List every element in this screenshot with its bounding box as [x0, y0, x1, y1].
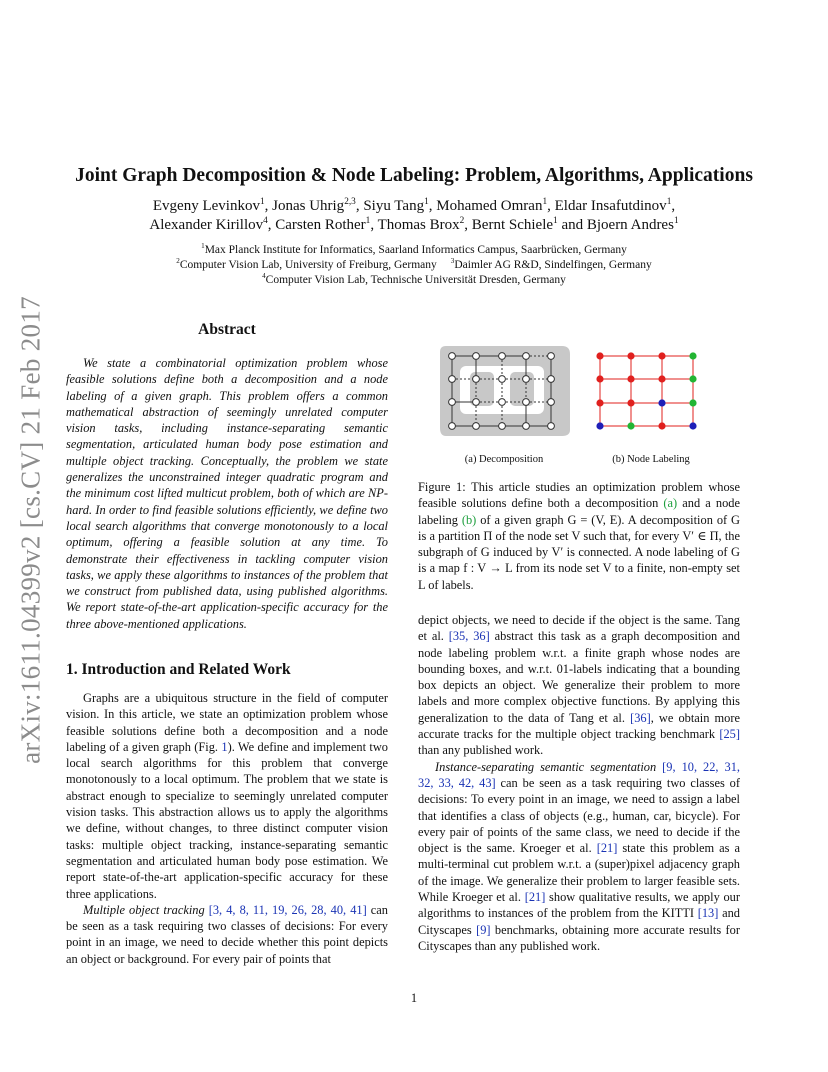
citation-link[interactable]: [25] — [719, 727, 740, 742]
figure-label-b: (b) Node Labeling — [612, 454, 690, 465]
graph-node — [523, 376, 530, 383]
author-name: Evgeny Levinkov — [152, 198, 260, 214]
decomposition-graph — [436, 336, 576, 440]
author-affiliation-mark: 1 — [259, 197, 265, 207]
abstract-text: We state a combinatorial optimization problem whose feasible solutions define both a decomposition and a node labeling of a given graph. This problem offers a common mathematical abstraction of seemingly unrelated computer vision tasks, including instance-separating semantic segmentation, articulated human body pose estimation and multiple object tracking. Conceptually, the problem we state generalizes the unconstrained integer quadratic program and the minimum cost lifted multicut problem, both of which are NP-hard. In order to find feasible solutions efficiently, we define two local search algorithms that converge monotonously to a local optimum, offering a feasible solution at any time. To demonstrate their effectiveness in tackling computer vision tasks, we apply these algorithms to instances of the problem that we construct from published data, using published algorithms. We report state-of-the-art application-specific accuracy for the three above-mentioned applications. — [66, 356, 388, 631]
author-affiliation-mark: 1 — [542, 197, 548, 207]
graph-node — [473, 376, 480, 383]
author-affiliation-mark: 1 — [424, 197, 429, 207]
intro-paragraph-1: Graphs are a ubiquitous structure in the field of computer vision. In this article, we state an optimization problem whose feasible solutions define both a decomposition and a node labeling of a given graph (Fig. 1). We define and implement two local search algorithms for this problem that converge monotonously to a local optimum. The problem that we state is abstract enough to specialize to seemingly unrelated computer vision tasks. This abstraction allows us to apply the algorithms we define, without changes, to three distinct computer vision tasks: multiple object tracking, instance-separating semantic segmentation and articulated human body pose estimation. We report state-of-the-art application-specific accuracy for these three applications. — [66, 691, 388, 901]
labeled-node — [658, 352, 665, 359]
citation-link[interactable]: [3, 4, 8, 11, 19, 26, 28, 40, 41] — [208, 902, 367, 917]
citation-link[interactable]: [9, 10, 22, 31, 32, 33, 42, 43] — [418, 759, 740, 790]
author-affiliation-mark: 1 — [666, 197, 672, 207]
graph-node — [523, 353, 530, 360]
graph-node — [449, 399, 456, 406]
labeled-node — [689, 422, 696, 429]
affiliations — [60, 243, 768, 288]
author-name: Alexander Kirillov — [149, 217, 264, 233]
subfigure-link-a[interactable]: (a) — [663, 496, 678, 511]
author-name: Jonas Uhrig — [272, 198, 345, 214]
author-affiliation-mark: 4 — [263, 216, 268, 226]
intro-paragraph-2: Multiple object tracking [3, 4, 8, 11, 19, 26, 28, 40, 41] can be seen as a task requiring two classes of decisions: For every point in an image, we need to decide whether this point depicts an object or background. For every pair of points that — [66, 902, 388, 966]
graph-node — [499, 353, 506, 360]
affiliation-4: $^4$Computer Vision Lab, Technische Universität Dresden, Germany — [262, 272, 566, 286]
graph-node — [523, 423, 530, 430]
subfigure-link-b[interactable]: (b) — [461, 512, 477, 527]
citation-link[interactable]: [9] — [476, 922, 491, 937]
section-heading: 1. Introduction and Related Work — [66, 661, 291, 678]
intro-right-column — [418, 612, 740, 954]
right-paragraph-2: Instance-separating semantic segmentation [9, 10, 22, 31, 32, 33, 42, 43] can be seen as a task requiring two classes of decisions: To every point in an image, we need to assign a label that identifies a class of objects (e.g., human, car, bicycle). For every pair of points of the same class, we need to decide if the object is the same. Kroeger et al. [21] state this problem as a multi-terminal cut problem w.r.t. a (super)pixel adjacency graph of the image. We generalize their problem to larger feasible sets. While Kroeger et al. [21] show qualitative results, we apply our algorithms to instances of the problem from the KITTI [13] and Cityscapes [9] benchmarks, obtaining more accurate results for Cityscapes than any published work. — [418, 759, 741, 953]
labeled-node — [689, 352, 696, 359]
abstract-heading: Abstract — [198, 321, 256, 338]
author-list: Evgeny Levinkov$^1$, Jonas Uhrig$^{2,3}$, Siyu Tang$^1$, Mohamed Omran$^1$, Eldar Insafutdinov$^1$, Alexander Kirillov$^4$, Carsten Rother$^1$, Thomas Brox$^2$, Bernt Schiele$^1$ and Bjoern Andres$^1$ — [149, 197, 679, 233]
author-affiliation-mark: 1 — [673, 216, 679, 226]
labeled-node — [596, 375, 603, 382]
author-name: Bjoern Andres — [586, 217, 674, 233]
graph-node — [449, 353, 456, 360]
labeled-node — [627, 422, 634, 429]
labeled-node — [627, 352, 634, 359]
author-name: Bernt Schiele — [471, 217, 554, 233]
graph-node — [499, 423, 506, 430]
labeled-node — [596, 399, 603, 406]
citation-link[interactable]: [36] — [630, 710, 651, 725]
author-affiliation-mark: 1 — [365, 216, 371, 226]
graph-node — [499, 399, 506, 406]
node-labeling-graph — [590, 336, 720, 440]
author-name: Eldar Insafutdinov — [554, 198, 667, 214]
intro-left-column — [66, 690, 388, 967]
labeled-node — [627, 375, 634, 382]
graph-node — [473, 399, 480, 406]
component-region — [510, 372, 534, 406]
author-affiliation-mark: 1 — [553, 216, 558, 226]
citation-link[interactable]: [21] — [596, 841, 618, 856]
graph-node — [548, 423, 555, 430]
labeled-node — [658, 399, 665, 406]
author-name: Siyu Tang — [363, 198, 425, 214]
figure-label-a: (a) Decomposition — [464, 454, 544, 465]
figure-link[interactable]: 1 — [221, 739, 228, 754]
graph-node — [523, 399, 530, 406]
affiliation-2-3: $^2$Computer Vision Lab, University of Freiburg, Germany $^3$Daimler AG R&D, Sindelfingen, Germany — [176, 257, 652, 271]
author-name: Carsten Rother — [275, 217, 366, 233]
page-number: 1 — [410, 991, 418, 1005]
labeled-node — [596, 352, 603, 359]
citation-link[interactable]: [35, 36] — [448, 629, 490, 644]
labeled-node — [596, 422, 603, 429]
graph-node — [499, 376, 506, 383]
graph-node — [548, 353, 555, 360]
labeled-node — [658, 375, 665, 382]
figure-caption: Figure 1: This article studies an optimization problem whose feasible solutions define both a decomposition (a) and a node labeling (b) of a given graph G = (V, E). A decomposition of G is a partition Π of the node set V such that, for every V′ ∈ Π, the subgraph of G induced by V′ is connected. A node labeling of G is a map f : V → L from its node set V to a finite, non-empty set L of labels. — [418, 480, 741, 592]
author-name: Mohamed Omran — [436, 198, 543, 214]
graph-node — [473, 423, 480, 430]
labeled-node — [658, 422, 665, 429]
labeled-node — [689, 375, 696, 382]
author-affiliation-mark: 2,3 — [344, 197, 356, 207]
paper-title: Joint Graph Decomposition & Node Labeling: Problem, Algorithms, Applications — [75, 165, 753, 186]
labeled-node — [689, 399, 696, 406]
graph-node — [473, 353, 480, 360]
affiliation-1: $^1$Max Planck Institute for Informatics, Saarland Informatics Campus, Saarbrücken, Germany — [201, 242, 627, 256]
labeled-node — [627, 399, 634, 406]
author-name: Thomas Brox — [377, 217, 460, 233]
graph-node — [449, 423, 456, 430]
graph-node — [548, 399, 555, 406]
author-affiliation-mark: 2 — [459, 216, 465, 226]
citation-link[interactable]: [13] — [697, 906, 719, 921]
graph-node — [548, 376, 555, 383]
graph-node — [449, 376, 456, 383]
citation-link[interactable]: [21] — [524, 890, 546, 905]
arxiv-stamp: arXiv:1611.04399v2 [cs.CV] 21 Feb 2017 — [15, 296, 46, 764]
right-paragraph-1: depict objects, we need to decide if the object is the same. Tang et al. [35, 36] abstract this task as a graph decomposition and node labeling problem w.r.t. a finite graph whose nodes are bounding boxes, and w.r.t. 01-labels indicating that a bounding box depicts an object. We generalize their problem to more labels and more complex objective functions. By applying this generalization to the data of Tang et al. [36], we obtain more accurate tracks for the multiple object tracking benchmark [25] than any published work. — [418, 613, 740, 758]
